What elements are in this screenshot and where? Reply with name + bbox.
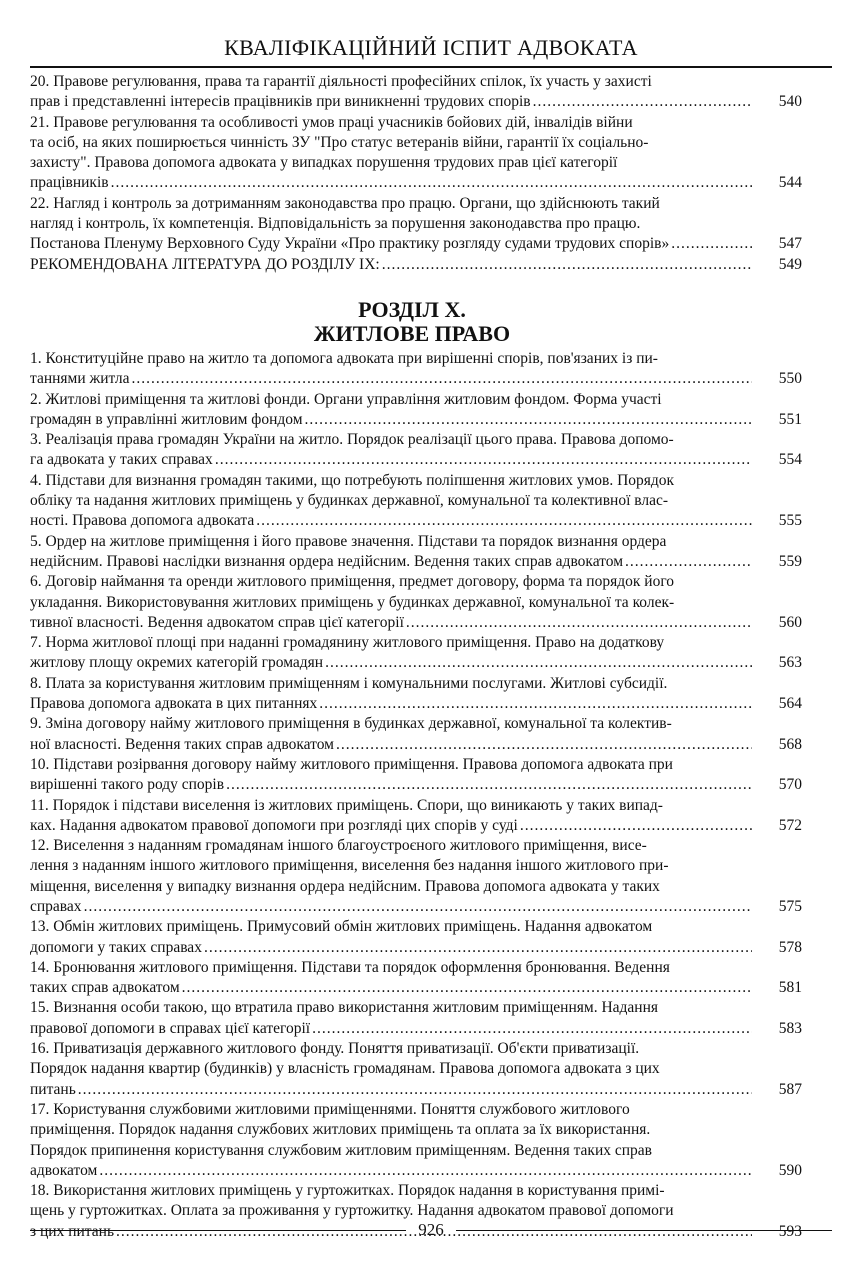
toc-entry	[30, 917, 802, 958]
dot-leader	[325, 653, 752, 673]
toc-entry-leader-line	[30, 450, 754, 470]
toc-entry-line: 3. Реалізація права громадян України на житло. Порядок реалізації цього права. Правова допомо-	[30, 431, 674, 449]
toc-entry	[30, 633, 802, 674]
toc-entry-last-line: таких справ адвокатом	[30, 979, 180, 997]
toc-entry-line: 21. Правове регулювання та особливості умов праці учасників бойових дій, інвалідів війни	[30, 113, 633, 131]
footer-rule-left	[30, 1230, 406, 1231]
running-header: КВАЛІФІКАЦІЙНИЙ ІСПИТ АДВОКАТА	[224, 35, 638, 60]
toc-entry	[30, 755, 802, 796]
dot-leader	[226, 775, 752, 795]
toc-entry-line: 11. Порядок і підстави виселення із житлових приміщень. Спори, що виникають у таких випад-	[30, 796, 663, 814]
toc-entry-last-line: недійсним. Правові наслідки визнання ордера недійсним. Ведення таких справ адвокатом	[30, 552, 624, 570]
page-number: 926	[418, 1220, 444, 1239]
toc-entry-last-line: житлову площу окремих категорій громадян	[30, 654, 324, 672]
toc-entry-last-line: справах	[30, 897, 82, 915]
dot-leader	[625, 552, 752, 572]
toc-page-number: 555	[778, 512, 802, 530]
toc-entry-line: 6. Договір наймання та оренди житлового приміщення, предмет договору, форма та порядок його	[30, 573, 675, 591]
toc-page-number: 578	[778, 938, 802, 956]
dot-leader	[520, 816, 752, 836]
toc-entry-leader-line	[30, 938, 754, 958]
toc-entry	[30, 390, 802, 431]
toc-page-number: 551	[778, 410, 802, 428]
toc-page-number: 563	[778, 654, 802, 672]
toc-entry	[30, 72, 802, 113]
toc-entry-line: 8. Плата за користування житловим приміщенням і комунальними послугами. Житлові субсидії.	[30, 674, 668, 692]
toc-entry-leader-line	[30, 735, 754, 755]
toc-entry	[30, 255, 802, 275]
toc-entry	[30, 998, 802, 1039]
toc-page-number: 581	[778, 979, 802, 997]
toc-page-number: 540	[778, 93, 802, 111]
toc-entry-last-line: га адвоката у таких справах	[30, 451, 213, 469]
toc-entry-last-line: РЕКОМЕНДОВАНА ЛІТЕРАТУРА ДО РОЗДІЛУ IX:	[30, 255, 380, 273]
toc-entry-leader-line	[30, 511, 754, 531]
toc-entry-line: 13. Обмін житлових приміщень. Примусовий обмін житлових приміщень. Надання адвокатом	[30, 918, 653, 936]
toc-entry-line: 16. Приватизація державного житлового фонду. Поняття приватизації. Об'єкти приватизації.	[30, 1040, 640, 1058]
toc-entry-line: 4. Підстави для визнання громадян такими, що потребують поліпшення житлових умов. Порядок	[30, 471, 675, 489]
toc-entry-last-line: Постанова Пленуму Верховного Суду України «Про практику розгляду судами трудових спорів»	[30, 235, 670, 253]
toc-entry	[30, 1039, 802, 1100]
toc-entry-leader-line	[30, 1080, 754, 1100]
dot-leader	[305, 410, 752, 430]
toc-entry-last-line: допомоги у таких справах	[30, 938, 202, 956]
toc-entry-line: лення з наданням іншого житлового приміщення, виселення без надання іншого житлового при-	[30, 857, 669, 875]
toc-entry-last-line: ках. Надання адвокатом правової допомоги при розгляді цих спорів у суді	[30, 816, 518, 834]
toc-entry-line: обліку та надання житлових приміщень у будинках державної, комунальної та колективної влас-	[30, 492, 669, 510]
toc-entry	[30, 714, 802, 755]
table-of-contents	[30, 72, 802, 1242]
toc-entry-line: Порядок надання квартир (будинків) у власність громадянам. Правова допомога адвоката з цих	[30, 1060, 660, 1078]
toc-entry	[30, 349, 802, 390]
dot-leader	[533, 92, 752, 112]
toc-page-number: 544	[778, 174, 802, 192]
toc-entry-line: 9. Зміна договору найму житлового приміщення в будинках державної, комунальної та колектив-	[30, 715, 672, 733]
toc-entry-leader-line	[30, 653, 754, 673]
toc-page-number: 560	[778, 613, 802, 631]
toc-page-number: 572	[778, 816, 802, 834]
section-title: РОЗДІЛ X.	[358, 296, 466, 322]
toc-entry-line: щень у гуртожитках. Оплата за проживання у гуртожитку. Надання адвокатом правової допомоги	[30, 1202, 674, 1220]
toc-entry-leader-line	[30, 694, 754, 714]
toc-entry-line: 22. Нагляд і контроль за дотриманням законодавства про працю. Органи, що здійснюють такий	[30, 194, 660, 212]
dot-leader	[382, 255, 752, 275]
entries-before	[30, 72, 802, 275]
dot-leader	[99, 1161, 752, 1181]
toc-entry-line: міщення, виселення у випадку визнання ордера недійсним. Правова допомога адвоката у таких	[30, 877, 660, 895]
toc-entry	[30, 836, 802, 917]
toc-entry	[30, 674, 802, 715]
toc-entry-last-line: питань	[30, 1080, 76, 1098]
toc-entry-last-line: ності. Правова допомога адвоката	[30, 512, 255, 530]
toc-entry-leader-line	[30, 816, 754, 836]
toc-entry-line: Порядок припинення користування службовим житловим приміщенням. Ведення таких справ	[30, 1141, 652, 1159]
toc-page-number: 583	[778, 1019, 802, 1037]
toc-entry-line: та осіб, на яких поширюється чинність ЗУ "Про статус ветеранів війни, гарантії їх соціально-	[30, 133, 649, 151]
toc-entry-last-line: адвокатом	[30, 1161, 98, 1179]
dot-leader	[182, 978, 752, 998]
toc-entry-line: 17. Користування службовими житловими приміщеннями. Поняття службового житлового	[30, 1100, 630, 1118]
toc-entry-last-line: вирішенні такого роду спорів	[30, 776, 225, 794]
dot-leader	[671, 234, 752, 254]
toc-entry-leader-line	[30, 92, 754, 112]
toc-entry-leader-line	[30, 552, 754, 572]
toc-page-number: 575	[778, 897, 802, 915]
toc-entry-line: 10. Підстави розірвання договору найму житлового приміщення. Правова допомога адвоката при	[30, 755, 673, 773]
toc-entry-line: 14. Бронювання житлового приміщення. Підстави та порядок оформлення бронювання. Ведення	[30, 958, 670, 976]
toc-page-number: 550	[778, 370, 802, 388]
dot-leader	[215, 450, 752, 470]
dot-leader	[84, 897, 752, 917]
toc-page-number: 570	[778, 776, 802, 794]
toc-entry-last-line: тивної власності. Ведення адвокатом справ цієї категорії	[30, 613, 404, 631]
toc-entry	[30, 113, 802, 194]
toc-entry-last-line: громадян в управлінні житловим фондом	[30, 410, 303, 428]
toc-entry-last-line: працівників	[30, 174, 109, 192]
toc-entry	[30, 471, 802, 532]
dot-leader	[204, 938, 752, 958]
toc-entry-leader-line	[30, 1019, 754, 1039]
toc-entry-leader-line	[30, 897, 754, 917]
toc-page-number: 549	[778, 255, 802, 273]
toc-entry-line: 2. Житлові приміщення та житлові фонди. Органи управління житловим фондом. Форма участі	[30, 390, 662, 408]
toc-entry-leader-line	[30, 255, 754, 275]
toc-entry-leader-line	[30, 978, 754, 998]
toc-entry-last-line: Правова допомога адвоката в цих питаннях	[30, 695, 318, 713]
toc-entry-line: 18. Використання житлових приміщень у гуртожитках. Порядок надання в користування примі-	[30, 1182, 665, 1200]
toc-entry-last-line: з цих питань	[30, 1222, 115, 1240]
toc-entry-line: укладання. Використовування житлових приміщень у будинках державної, комунальної та колек-	[30, 593, 675, 611]
toc-entry	[30, 532, 802, 573]
toc-entry-line: приміщення. Порядок надання службових житлових приміщень та оплата за їх використання.	[30, 1121, 651, 1139]
toc-entry-line: нагляд і контроль, їх компетенція. Відповідальність за порушення законодавства про працю.	[30, 215, 641, 233]
toc-entry-last-line: правової допомоги в справах цієї категорії	[30, 1019, 311, 1037]
dot-leader	[78, 1080, 752, 1100]
toc-entry	[30, 796, 802, 837]
toc-entry-line: захисту". Правова допомога адвоката у випадках порушення трудових прав цієї категорії	[30, 154, 618, 172]
dot-leader	[111, 173, 752, 193]
entries-after	[30, 349, 802, 1242]
header-rule	[30, 66, 832, 68]
toc-entry-leader-line	[30, 613, 754, 633]
toc-entry-line: 12. Виселення з наданням громадянам іншого благоустроєного житлового приміщення, висе-	[30, 837, 647, 855]
toc-entry-leader-line	[30, 1161, 754, 1181]
toc-page-number: 568	[778, 735, 802, 753]
toc-entry-line: 15. Визнання особи такою, що втратила право використання житловим приміщенням. Надання	[30, 999, 659, 1017]
toc-entry-leader-line	[30, 775, 754, 795]
toc-entry-leader-line	[30, 410, 754, 430]
dot-leader	[256, 511, 752, 531]
toc-entry-leader-line	[30, 173, 754, 193]
dot-leader	[312, 1019, 752, 1039]
section-subtitle: ЖИТЛОВЕ ПРАВО	[313, 320, 511, 346]
toc-entry-last-line: прав і представленні інтересів працівників при виникненні трудових спорів	[30, 93, 531, 111]
toc-entry-leader-line	[30, 234, 754, 254]
toc-entry	[30, 958, 802, 999]
dot-leader	[319, 694, 752, 714]
toc-page-number: 590	[778, 1161, 802, 1179]
toc-entry	[30, 430, 802, 471]
toc-entry-line: 1. Конституційне право на житло та допомога адвоката при вирішенні спорів, пов'язаних із пи-	[30, 349, 658, 367]
toc-entry-last-line: таннями житла	[30, 370, 130, 388]
toc-page-number: 554	[778, 451, 802, 469]
toc-entry	[30, 1100, 802, 1181]
dot-leader	[132, 369, 752, 389]
toc-entry	[30, 572, 802, 633]
toc-entry-line: 20. Правове регулювання, права та гарантії діяльності професійних спілок, їх участь у захисті	[30, 73, 652, 90]
toc-page-number: 587	[778, 1080, 802, 1098]
dot-leader	[336, 735, 752, 755]
toc-page-number: 593	[778, 1222, 802, 1240]
footer-rule-right	[456, 1230, 832, 1231]
toc-entry	[30, 194, 802, 255]
toc-page-number: 559	[778, 552, 802, 570]
toc-entry-leader-line	[30, 369, 754, 389]
toc-entry-last-line: ної власності. Ведення таких справ адвокатом	[30, 735, 334, 753]
page-footer	[30, 1220, 832, 1240]
toc-entry-line: 7. Норма житлової площі при наданні громадянину житлового приміщення. Право на додаткову	[30, 634, 665, 652]
toc-entry-line: 5. Ордер на житлове приміщення і його правове значення. Підстави та порядок визнання ордера	[30, 532, 667, 550]
dot-leader	[406, 613, 752, 633]
toc-page-number: 564	[778, 695, 802, 713]
toc-page-number: 547	[778, 235, 802, 253]
